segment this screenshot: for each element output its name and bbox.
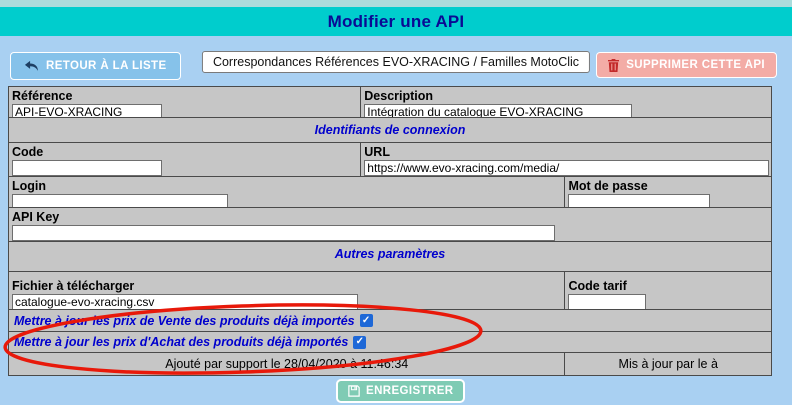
- delete-api-button[interactable]: [596, 52, 777, 78]
- row-reference-description: [9, 87, 771, 118]
- password-input[interactable]: [568, 194, 710, 207]
- api-key-cell: [9, 208, 771, 241]
- password-label: Mot de passe: [568, 179, 648, 193]
- trash-icon: [608, 59, 619, 72]
- row-update-purchase-prices: [9, 332, 771, 353]
- reference-cell: [9, 87, 360, 117]
- row-code-url: [9, 143, 771, 177]
- api-name-box: Correspondances Références EVO-XRACING / Familles MotoClic: [202, 51, 590, 73]
- row-login-password: [9, 177, 771, 208]
- updated-info: Mis à jour par le à: [564, 353, 771, 375]
- update-purchase-prices-checkbox[interactable]: [353, 336, 366, 349]
- section-identifiants: [9, 118, 771, 143]
- url-input[interactable]: [364, 160, 769, 176]
- code-cell: [9, 143, 360, 176]
- reference-label: Référence: [12, 89, 73, 103]
- code-input[interactable]: [12, 160, 162, 176]
- reply-arrow-icon: [24, 60, 39, 72]
- added-info: Ajouté par support le 28/04/2020 à 11:46:34: [165, 357, 409, 371]
- tariff-code-cell: [564, 272, 771, 309]
- top-strip: [0, 0, 792, 7]
- login-cell: [9, 177, 564, 207]
- back-to-list-label: RETOUR À LA LISTE: [46, 60, 167, 72]
- floppy-disk-icon: [348, 385, 360, 397]
- section-autres-title: Autres paramètres: [334, 246, 446, 261]
- back-to-list-button[interactable]: [10, 52, 181, 80]
- section-identifiants-title: Identifiants de connexion: [314, 123, 466, 137]
- tariff-code-label: Code tarif: [568, 279, 627, 293]
- file-label: Fichier à télécharger: [12, 279, 135, 293]
- file-input[interactable]: [12, 294, 358, 309]
- code-label: Code: [12, 145, 44, 159]
- save-button[interactable]: [336, 379, 465, 403]
- page-header: [0, 7, 792, 36]
- toolbar: [0, 36, 792, 86]
- save-button-label: ENREGISTRER: [366, 385, 454, 397]
- api-form: [8, 86, 772, 376]
- api-key-label: API Key: [12, 210, 60, 224]
- update-sale-prices-label: Mettre à jour les prix de Vente des produits déjà importés: [14, 313, 355, 328]
- row-file-tariff: [9, 272, 771, 310]
- api-key-input[interactable]: [12, 225, 555, 241]
- tariff-code-input[interactable]: [568, 294, 646, 309]
- delete-api-label: SUPPRIMER CETTE API: [626, 59, 765, 71]
- row-update-sale-prices: [9, 310, 771, 332]
- password-cell: [564, 177, 771, 207]
- login-input[interactable]: [12, 194, 228, 207]
- update-sale-prices-checkbox[interactable]: [360, 314, 373, 327]
- page-title: Modifier une API: [327, 11, 465, 31]
- file-cell: [9, 272, 564, 309]
- reference-input[interactable]: [12, 104, 162, 117]
- url-label: URL: [364, 145, 390, 159]
- update-purchase-prices-label: Mettre à jour les prix d'Achat des produits déjà importés: [14, 335, 349, 349]
- description-input[interactable]: [364, 104, 632, 117]
- section-autres-parametres: [9, 242, 771, 272]
- row-api-key: [9, 208, 771, 242]
- description-label: Description: [364, 89, 434, 103]
- description-cell: [360, 87, 771, 117]
- login-label: Login: [12, 179, 47, 193]
- url-cell: [360, 143, 771, 176]
- row-audit-info: [9, 353, 771, 375]
